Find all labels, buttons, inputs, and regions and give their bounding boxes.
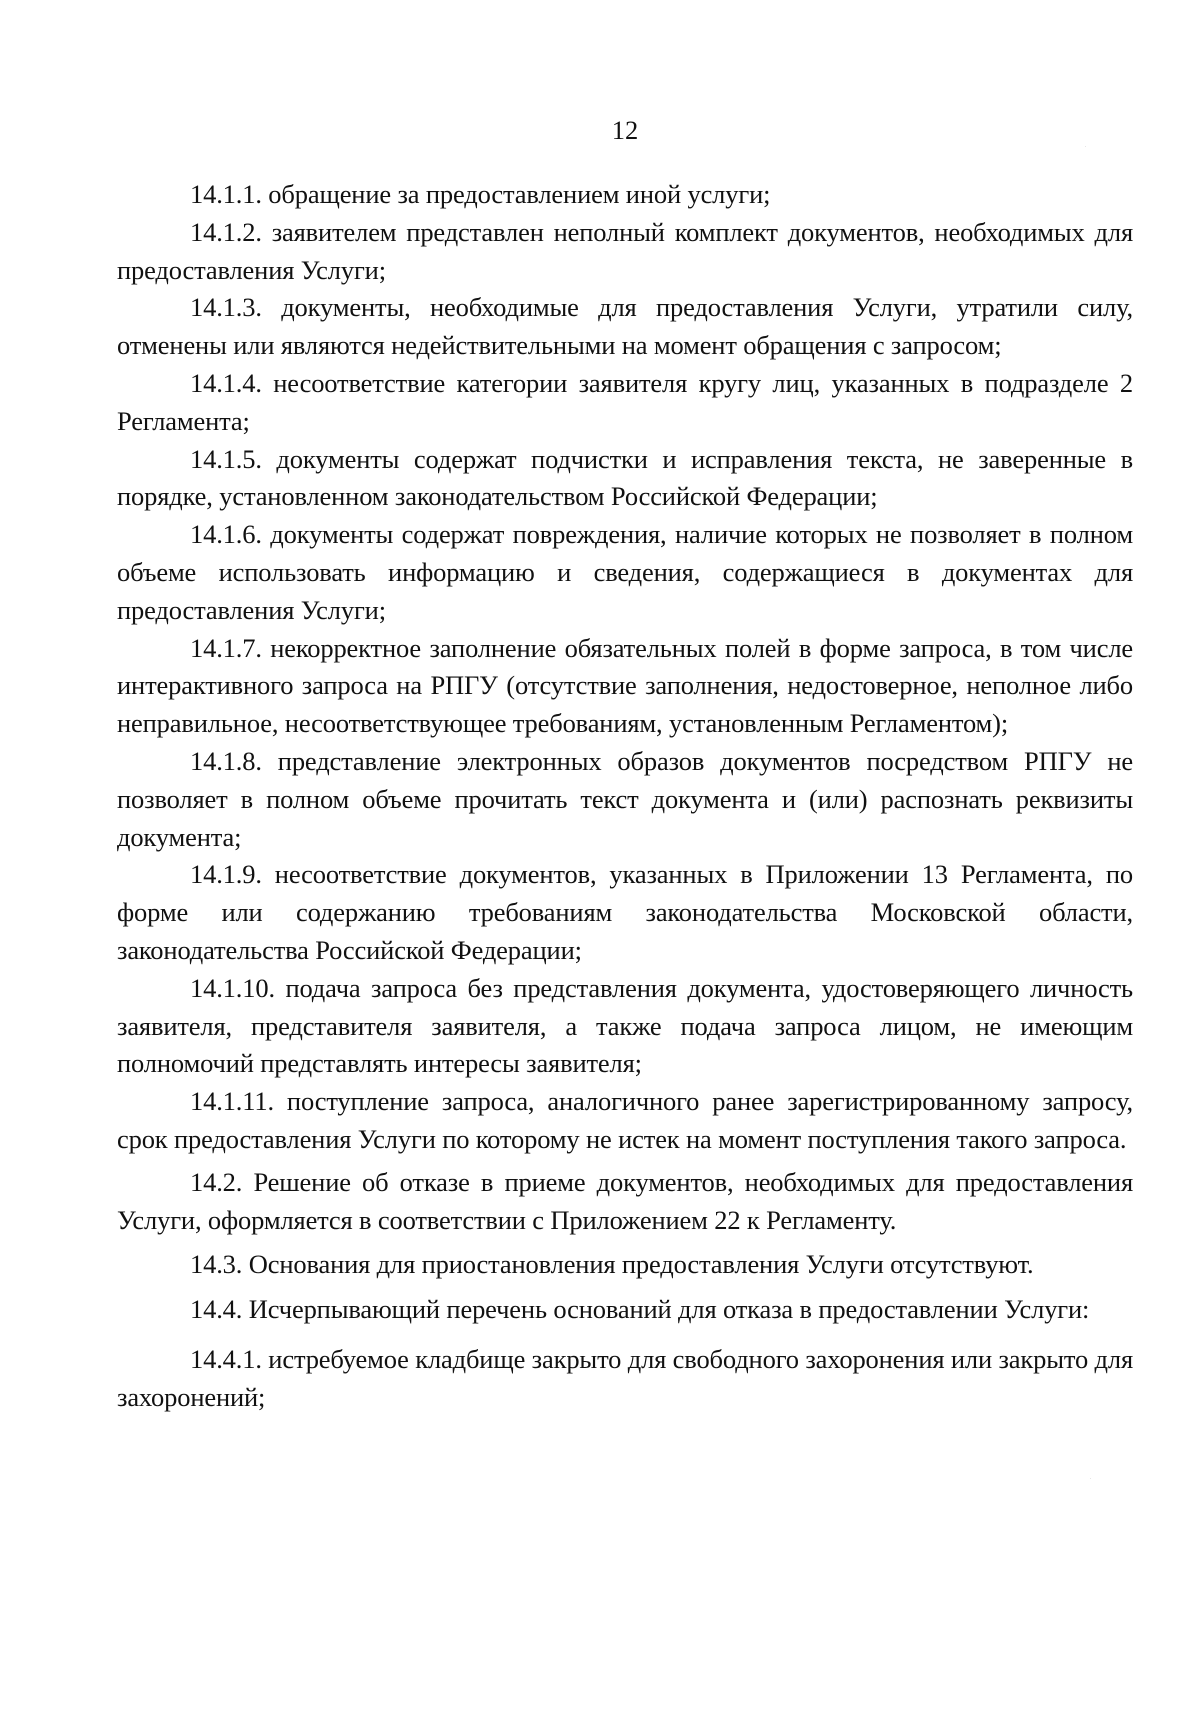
clause-14-1-10: 14.1.10. подача запроса без представления документа, удостоверяющего личность заявителя, представителя заявителя, а также подача запроса лицом, не имеющим полномочий представлять интересы заявителя; (117, 972, 1133, 1079)
clause-14-1-4: 14.1.4. несоответствие категории заявителя кругу лиц, указанных в подразделе 2 Регламента; (117, 367, 1133, 436)
clause-14-4-1: 14.4.1. истребуемое кладбище закрыто для свободного захоронения или закрыто для захоронений; (117, 1343, 1133, 1412)
clause-14-1-11: 14.1.11. поступление запроса, аналогичного ранее зарегистрированному запросу, срок предоставления Услуги по которому не истек на момент поступления такого запроса. (117, 1086, 1133, 1154)
page-number: 12 (611, 115, 639, 145)
clause-14-4: 14.4. Исчерпывающий перечень оснований для отказа в предоставлении Услуги: (190, 1294, 1090, 1325)
document-body (117, 176, 1133, 1417)
clause-14-3: 14.3. Основания для приостановления предоставления Услуги отсутствуют. (190, 1249, 1034, 1280)
clause-14-2: 14.2. Решение об отказе в приеме документов, необходимых для предоставления Услуги, оформляется в соответствии с Приложением 22 к Регламенту. (117, 1166, 1133, 1235)
clause-14-1-1: 14.1.1. обращение за предоставлением иной услуги; (190, 179, 771, 209)
scan-speck (1085, 146, 1086, 147)
clause-14-1-3: 14.1.3. документы, необходимые для предоставления Услуги, утратили силу, отменены или являются недействительными на момент обращения с запросом; (117, 292, 1133, 361)
clause-14-1-8: 14.1.8. представление электронных образов документов посредством РПГУ не позволяет в полном объеме прочитать текст документа и (или) распознать реквизиты документа; (117, 745, 1133, 852)
clause-14-1-9: 14.1.9. несоответствие документов, указанных в Приложении 13 Регламента, по форме или содержанию требованиям законодательства Московской области, законодательства Российской Федерации; (117, 859, 1133, 965)
clause-14-1-6: 14.1.6. документы содержат повреждения, наличие которых не позволяет в полном объеме использовать информацию и сведения, содержащиеся в документах для предоставления Услуги; (117, 519, 1133, 625)
clause-14-1-7: 14.1.7. некорректное заполнение обязательных полей в форме запроса, в том числе интерактивного запроса на РПГУ (отсутствие заполнения, недостоверное, неполное либо неправильное, несоответствующее требованиям, установленным Регламентом); (117, 632, 1133, 739)
clause-14-1-5: 14.1.5. документы содержат подчистки и исправления текста, не заверенные в порядке, установленном законодательством Российской Федерации; (117, 443, 1133, 512)
clause-14-1-2: 14.1.2. заявителем представлен неполный комплект документов, необходимых для предоставления Услуги; (117, 216, 1133, 285)
scan-speck (1090, 1478, 1091, 1479)
